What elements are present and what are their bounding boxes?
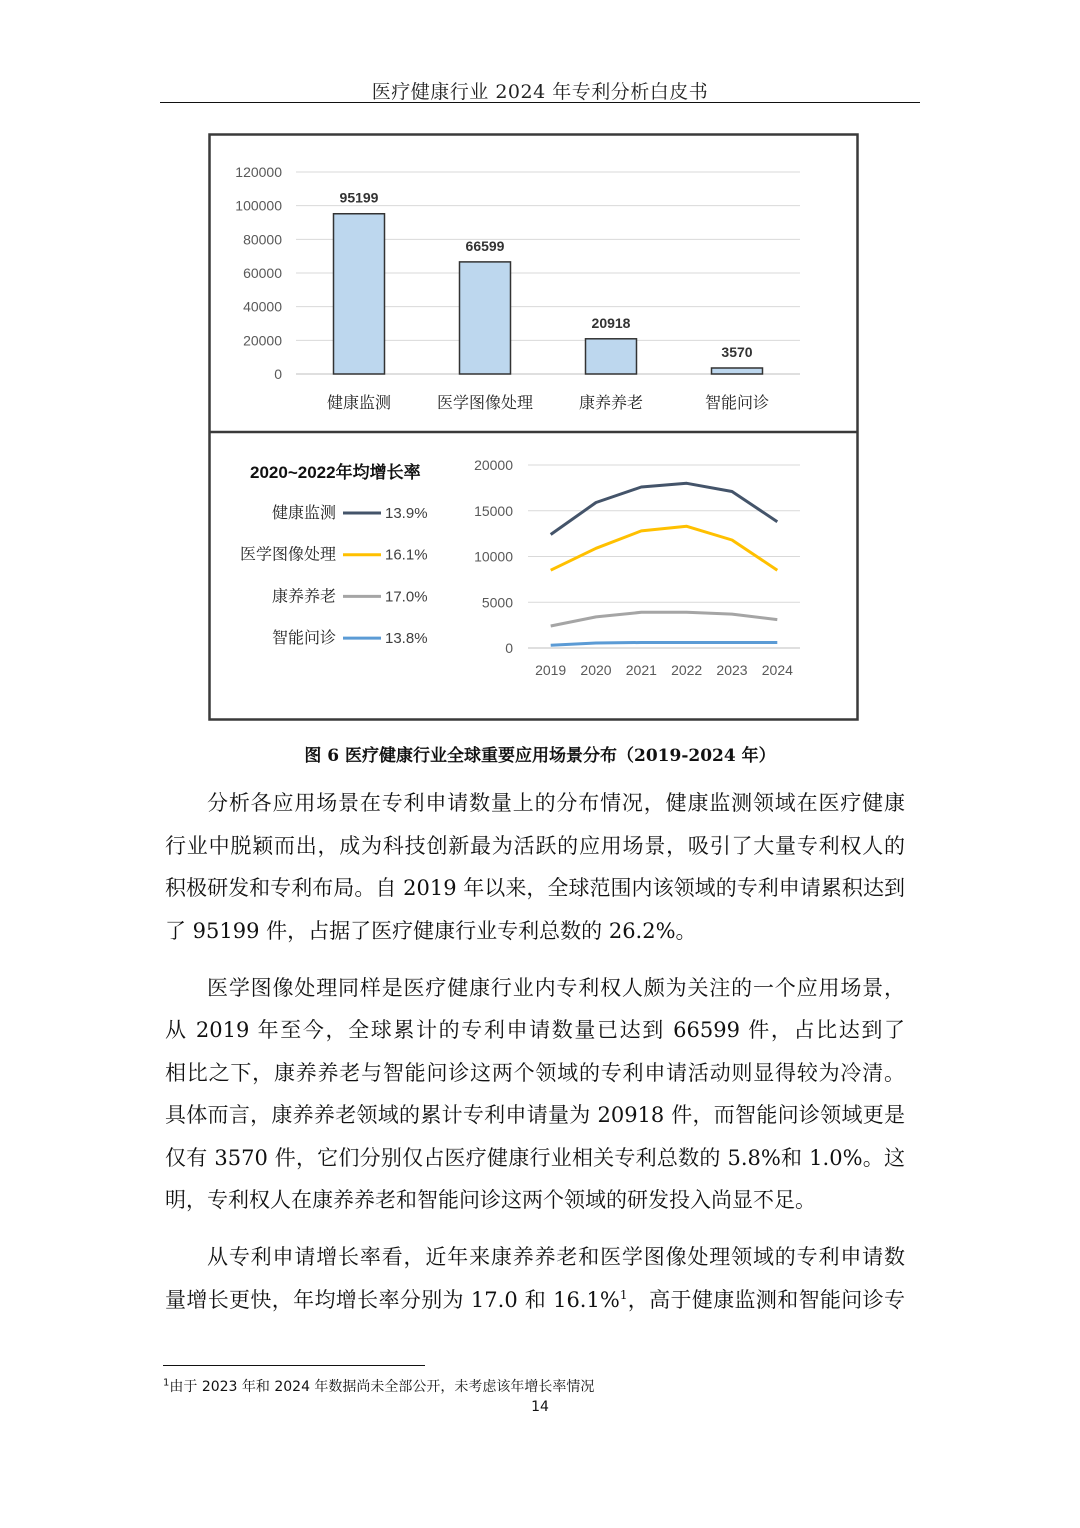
legend-label: 智能问诊: [271, 630, 336, 648]
legend-growth-value: 13.9%: [385, 505, 428, 522]
text-line: 行业中脱颖而出，成为科技创新最为活跃的应用场景，吸引了大量专利权人的: [165, 833, 905, 858]
line-y-tick-label: 0: [505, 640, 513, 656]
line-y-tick-label: 10000: [474, 548, 513, 565]
bar-y-tick-label: 80000: [243, 231, 282, 248]
bar-智能问诊: [712, 368, 763, 374]
text-line: 医学图像处理同样是医疗健康行业内专利权人颇为关注的一个应用场景，: [207, 975, 905, 1000]
legend-growth-value: 13.8%: [385, 630, 428, 648]
bar-value-label: 3570: [721, 343, 753, 360]
text-line: 仅有 3570 件，它们分别仅占医疗健康行业相关专利总数的 5.8%和 1.0%。这: [165, 1145, 905, 1170]
footnote-rule: [163, 1365, 425, 1366]
bar-康养养老: [586, 339, 637, 374]
bar-健康监测: [334, 214, 385, 374]
bar-y-tick-label: 0: [274, 366, 282, 382]
paragraph-1: [165, 782, 905, 952]
paragraph-2: [165, 967, 905, 1222]
footnote-reference[interactable]: 1: [619, 1287, 628, 1302]
text-line: [165, 1279, 905, 1322]
figure-caption: 图 6 医疗健康行业全球重要应用场景分布（2019-2024 年）: [304, 746, 776, 766]
bar-y-tick-label: 60000: [243, 265, 282, 281]
footnote-marker: 1: [163, 1377, 170, 1389]
body-text: [165, 782, 905, 1336]
text-line: 从专利申请增长率看，近年来康养养老和医学图像处理领域的专利申请数: [207, 1245, 905, 1269]
text-line: 从 2019 年至今，全球累计的专利申请数量已达到 66599 件，占比达到了: [165, 1018, 905, 1042]
text-segment: 量增长更快，年均增长率分别为 17.0 和 16.1%: [165, 1287, 620, 1312]
legend-label: 医学图像处理: [239, 546, 336, 564]
bar-category-label: 健康监测: [326, 395, 392, 412]
bar-医学图像处理: [460, 262, 511, 374]
line-x-tick-label: 2020: [580, 662, 612, 678]
bar-y-tick-label: 100000: [235, 197, 282, 214]
bar-category-label: 智能问诊: [704, 395, 770, 412]
legend-label: 康养养老: [271, 588, 336, 606]
bar-y-tick-label: 40000: [243, 298, 282, 315]
text-line: 了 95199 件，占据了医疗健康行业专利总数的 26.2%。: [165, 918, 697, 943]
line-y-tick-label: 5000: [481, 594, 513, 611]
bar-value-label: 95199: [339, 189, 379, 206]
text-line: 明，专利权人在康养养老和智能问诊这两个领域的研发投入尚显不足。: [165, 1188, 816, 1212]
line-x-tick-label: 2021: [625, 662, 657, 678]
legend-title: 2020~2022年均增长率: [250, 463, 421, 482]
page-number: 14: [531, 1399, 549, 1415]
text-line: 积极研发和专利布局。自 2019 年以来，全球范围内该领域的专利申请累积达到: [165, 876, 905, 900]
running-header-title: 医疗健康行业 2024 年专利分析白皮书: [371, 81, 709, 103]
text-line: 相比之下，康养养老与智能问诊这两个领域的专利申请活动则显得较为冷清。: [165, 1060, 905, 1085]
header-rule: [160, 102, 920, 103]
text-segment: ，高于健康监测和智能问诊专: [627, 1287, 905, 1312]
bar-y-tick-label: 20000: [243, 332, 282, 349]
footnote-text: 由于 2023 年和 2024 年数据尚未全部公开，未考虑该年增长率情况: [169, 1379, 595, 1395]
line-x-tick-label: 2019: [535, 662, 567, 678]
line-y-tick-label: 15000: [474, 502, 513, 519]
bar-category-label: 医学图像处理: [436, 395, 534, 412]
line-x-tick-label: 2024: [761, 662, 793, 678]
line-x-tick-label: 2023: [716, 662, 748, 678]
legend-growth-value: 16.1%: [385, 546, 428, 564]
line-x-tick-label: 2022: [671, 662, 703, 678]
bar-value-label: 66599: [465, 237, 505, 254]
text-line: 分析各应用场景在专利申请数量上的分布情况，健康监测领域在医疗健康: [207, 791, 905, 815]
paragraph-3: [165, 1236, 905, 1321]
text-line: 具体而言，康养养老领域的累计专利申请量为 20918 件，而智能问诊领域更是: [165, 1103, 905, 1127]
figure-6: [208, 133, 859, 721]
bar-y-tick-label: 120000: [235, 164, 282, 180]
legend-growth-value: 17.0%: [385, 588, 428, 606]
legend-label: 健康监测: [271, 505, 336, 522]
line-y-tick-label: 20000: [474, 457, 513, 473]
footnote: [163, 1377, 923, 1397]
bar-value-label: 20918: [591, 314, 631, 331]
bar-category-label: 康养养老: [578, 395, 644, 412]
